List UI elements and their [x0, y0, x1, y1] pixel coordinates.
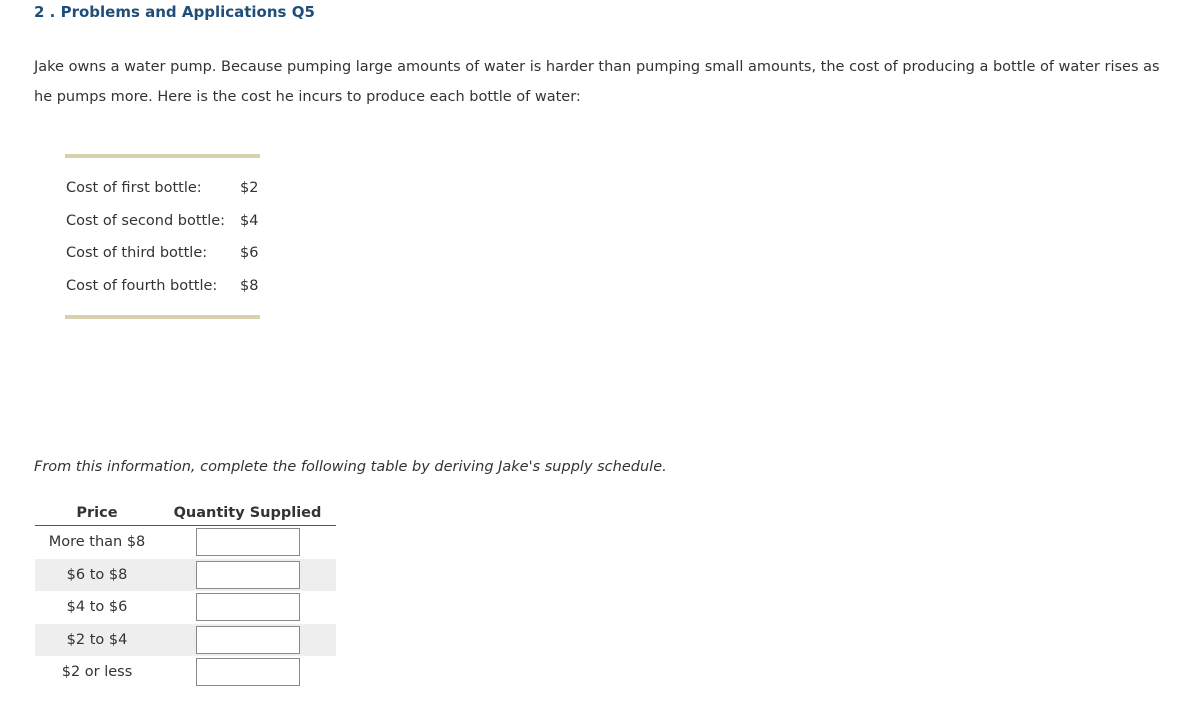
question-intro: Jake owns a water pump. Because pumping large amounts of water is harder than pumping small amounts, the cost of producing a bottle of water rises as he pumps more. Here is the cost he incurs to produce each bottle of water: [34, 59, 1160, 105]
quantity-cell [159, 656, 336, 689]
table-row [35, 656, 336, 689]
supply-schedule-table [35, 500, 336, 689]
cost-value: $6 [240, 245, 259, 262]
price-column-header: Price [35, 500, 159, 526]
cost-label: Cost of first bottle: [66, 180, 202, 197]
cost-row-third [65, 237, 260, 270]
quantity-cell [159, 624, 336, 657]
cost-label: Cost of fourth bottle: [66, 277, 218, 294]
cost-row-first [65, 172, 260, 205]
table-row [35, 624, 336, 657]
quantity-input-more-than-8[interactable] [196, 528, 300, 556]
cost-list [65, 154, 260, 319]
question-heading: 2 . Problems and Applications Q5 [34, 3, 315, 21]
table-row [35, 591, 336, 624]
cost-value: $2 [240, 180, 259, 197]
price-cell: $6 to $8 [35, 559, 159, 592]
cost-row-fourth [65, 270, 260, 303]
cost-list-bottom-rule [65, 315, 260, 319]
table-row [35, 559, 336, 592]
table-row [35, 526, 336, 559]
cost-label: Cost of third bottle: [66, 245, 208, 262]
quantity-cell [159, 526, 336, 559]
quantity-cell [159, 559, 336, 592]
price-cell: $2 to $4 [35, 624, 159, 657]
quantity-input-2-or-less[interactable] [196, 658, 300, 686]
cost-label: Cost of second bottle: [66, 212, 226, 229]
cost-value: $4 [240, 212, 259, 229]
table-header-row [35, 500, 336, 526]
table-instruction: From this information, complete the following table by deriving Jake's supply schedule. [34, 459, 667, 475]
quantity-input-4-to-6[interactable] [196, 593, 300, 621]
cost-row-second [65, 205, 260, 238]
price-cell: $4 to $6 [66, 599, 128, 616]
price-cell: $2 or less [61, 664, 133, 681]
quantity-input-2-to-4[interactable] [196, 626, 300, 654]
quantity-column-header: Quantity Supplied [159, 500, 336, 526]
quantity-cell [159, 591, 336, 624]
quantity-input-6-to-8[interactable] [196, 561, 300, 589]
cost-value: $8 [240, 277, 259, 294]
price-cell: More than $8 [48, 534, 146, 551]
